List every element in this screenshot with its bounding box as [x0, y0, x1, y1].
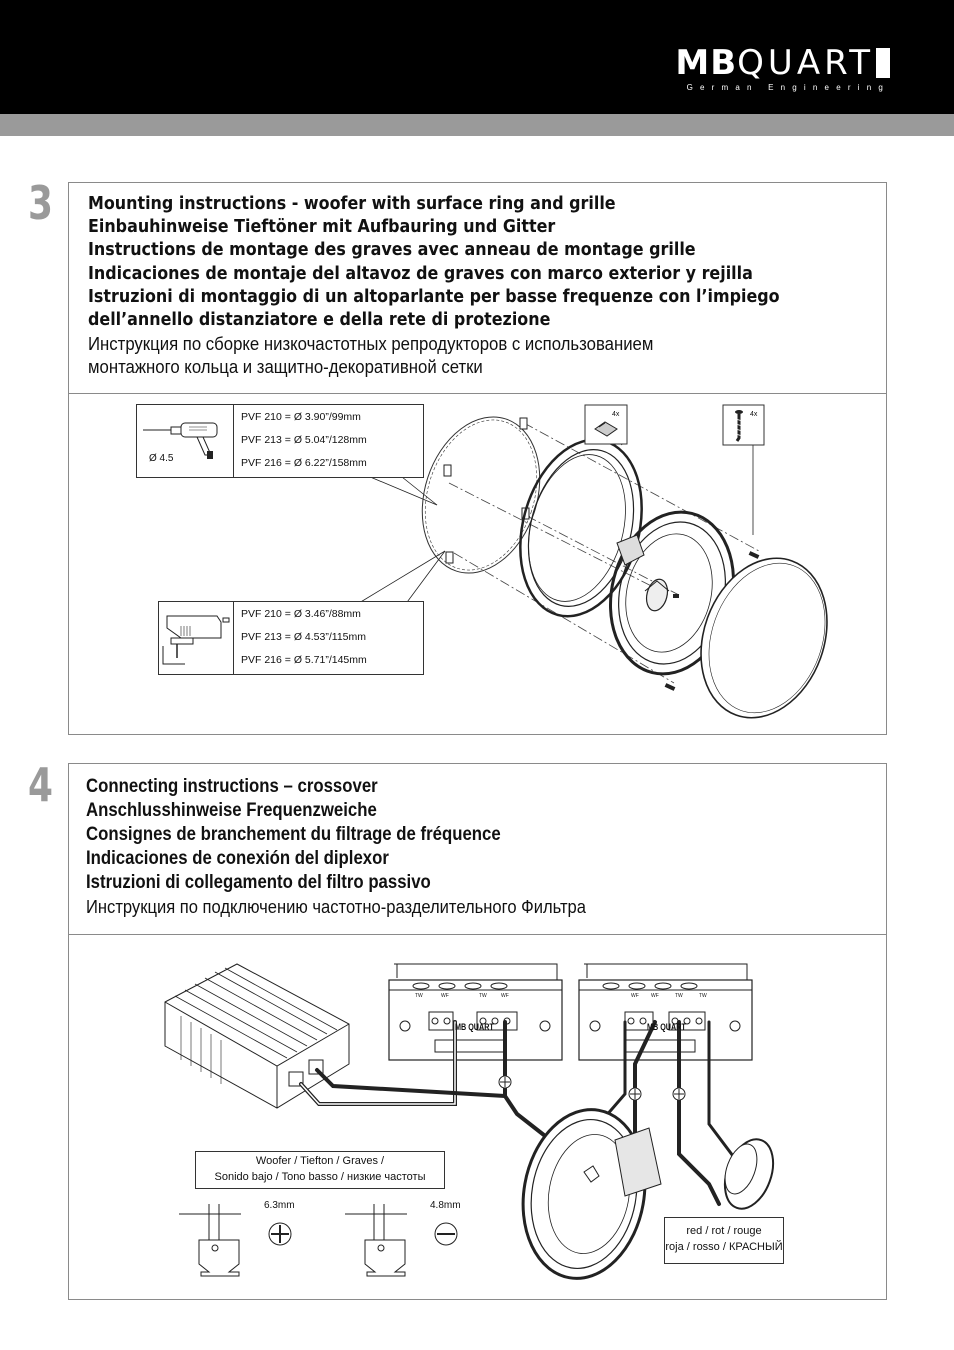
crossover-right-brand: MB QUART [647, 1022, 686, 1032]
saw-spec-pvf210: PVF 210 = Ø 3.46”/88mm [241, 608, 361, 620]
step4-title-es: Indicaciones de conexión del diplexor [86, 847, 389, 869]
wire-color-line-2: roja / rosso / КРАСНЫЙ [665, 1241, 783, 1253]
terminal-right-1: WF [631, 993, 639, 999]
wire-color-line-1: red / rot / rouge [686, 1225, 762, 1237]
drill-size-label: Ø 4.5 [149, 453, 174, 464]
terminal-plus [179, 1204, 291, 1276]
step-number-4: 4 [28, 758, 53, 812]
clip-quantity: 4x [612, 411, 620, 418]
step-number-3: 3 [28, 176, 53, 230]
step3-title-de: Einbauhinweise Tieftöner mit Aufbauring und Gitter [88, 216, 556, 238]
terminal-minus-size: 4.8mm [430, 1200, 461, 1211]
brand-bold: MB [675, 43, 738, 83]
woofer-label-line-2: Sonido bajo / Tono basso / низкие частоты [214, 1171, 426, 1183]
terminal-right-2: WF [651, 993, 659, 999]
terminal-left-4: WF [501, 993, 509, 999]
terminal-left-3: TW [479, 993, 487, 999]
header-stripe [0, 114, 954, 136]
step4-title-fr: Consignes de branchement du filtrage de fréquence [86, 823, 501, 845]
screw-box [723, 405, 764, 445]
terminal-minus [345, 1204, 457, 1276]
saw-spec-box [158, 601, 424, 675]
step3-title-fr: Instructions de montage des graves avec anneau de montage grille [88, 239, 696, 261]
surface-ring [502, 426, 661, 630]
brand-tagline: German Engineering [686, 83, 890, 92]
grille [680, 540, 849, 735]
step3-panel [68, 182, 887, 735]
step4-title-it: Istruzioni di collegamento del filtro passivo [86, 871, 431, 893]
step4-title-en: Connecting instructions – crossover [86, 775, 378, 797]
woofer-label-box [195, 1151, 445, 1189]
crossover-right [579, 964, 752, 1060]
clip-box [585, 405, 627, 444]
polarity-markers [499, 1076, 685, 1100]
wire-color-box [664, 1217, 784, 1264]
step4-title-ru: Инструкция по подключению частотно-разделительного Фильтра [86, 897, 586, 917]
drill-spec-pvf210: PVF 210 = Ø 3.90”/99mm [241, 411, 361, 423]
saw-divider [233, 602, 234, 674]
drill-spec-box [136, 404, 424, 478]
step4-title-de: Anschlusshinweise Frequenzweiche [86, 799, 377, 821]
terminal-left-1: TW [415, 993, 423, 999]
terminal-plus-size: 6.3mm [264, 1200, 295, 1211]
screw-quantity: 4x [750, 411, 758, 418]
logo-block [876, 48, 890, 78]
step3-title-en: Mounting instructions - woofer with surface ring and grille [88, 193, 616, 214]
saw-spec-pvf213: PVF 213 = Ø 4.53”/115mm [241, 631, 366, 643]
step3-title-es: Indicaciones de montaje del altavoz de graves con marco exterior y rejilla [88, 262, 753, 284]
amplifier [165, 964, 349, 1108]
step4-panel [68, 763, 887, 1300]
drill-spec-pvf213: PVF 213 = Ø 5.04”/128mm [241, 434, 367, 446]
jigsaw-icon [161, 608, 233, 670]
step3-title-it-1: Istruzioni di montaggio di un altoparlante per basse frequenze con l’impiego [88, 285, 780, 307]
step3-title-ru-2: монтажного кольца и защитно-декоративной сетки [88, 357, 483, 378]
crossover-left [389, 964, 562, 1060]
saw-spec-pvf216: PVF 216 = Ø 5.71”/145mm [241, 654, 367, 666]
terminal-right-4: TW [699, 993, 707, 999]
woofer-label-line-1: Woofer / Tiefton / Graves / [255, 1155, 385, 1167]
crossover-left-brand: MB QUART [455, 1022, 494, 1032]
brand-light: QUART [737, 43, 874, 83]
terminal-right-3: TW [675, 993, 683, 999]
brand-logo [675, 43, 890, 92]
step3-title-it-2: dell’annello distanziatore e della rete di protezione [88, 309, 551, 331]
drill-divider [233, 405, 234, 477]
drill-spec-pvf216: PVF 216 = Ø 6.22”/158mm [241, 457, 367, 469]
terminal-left-2: WF [441, 993, 449, 999]
step3-title-ru-1: Инструкция по сборке низкочастотных репродукторов с использованием [88, 334, 654, 355]
